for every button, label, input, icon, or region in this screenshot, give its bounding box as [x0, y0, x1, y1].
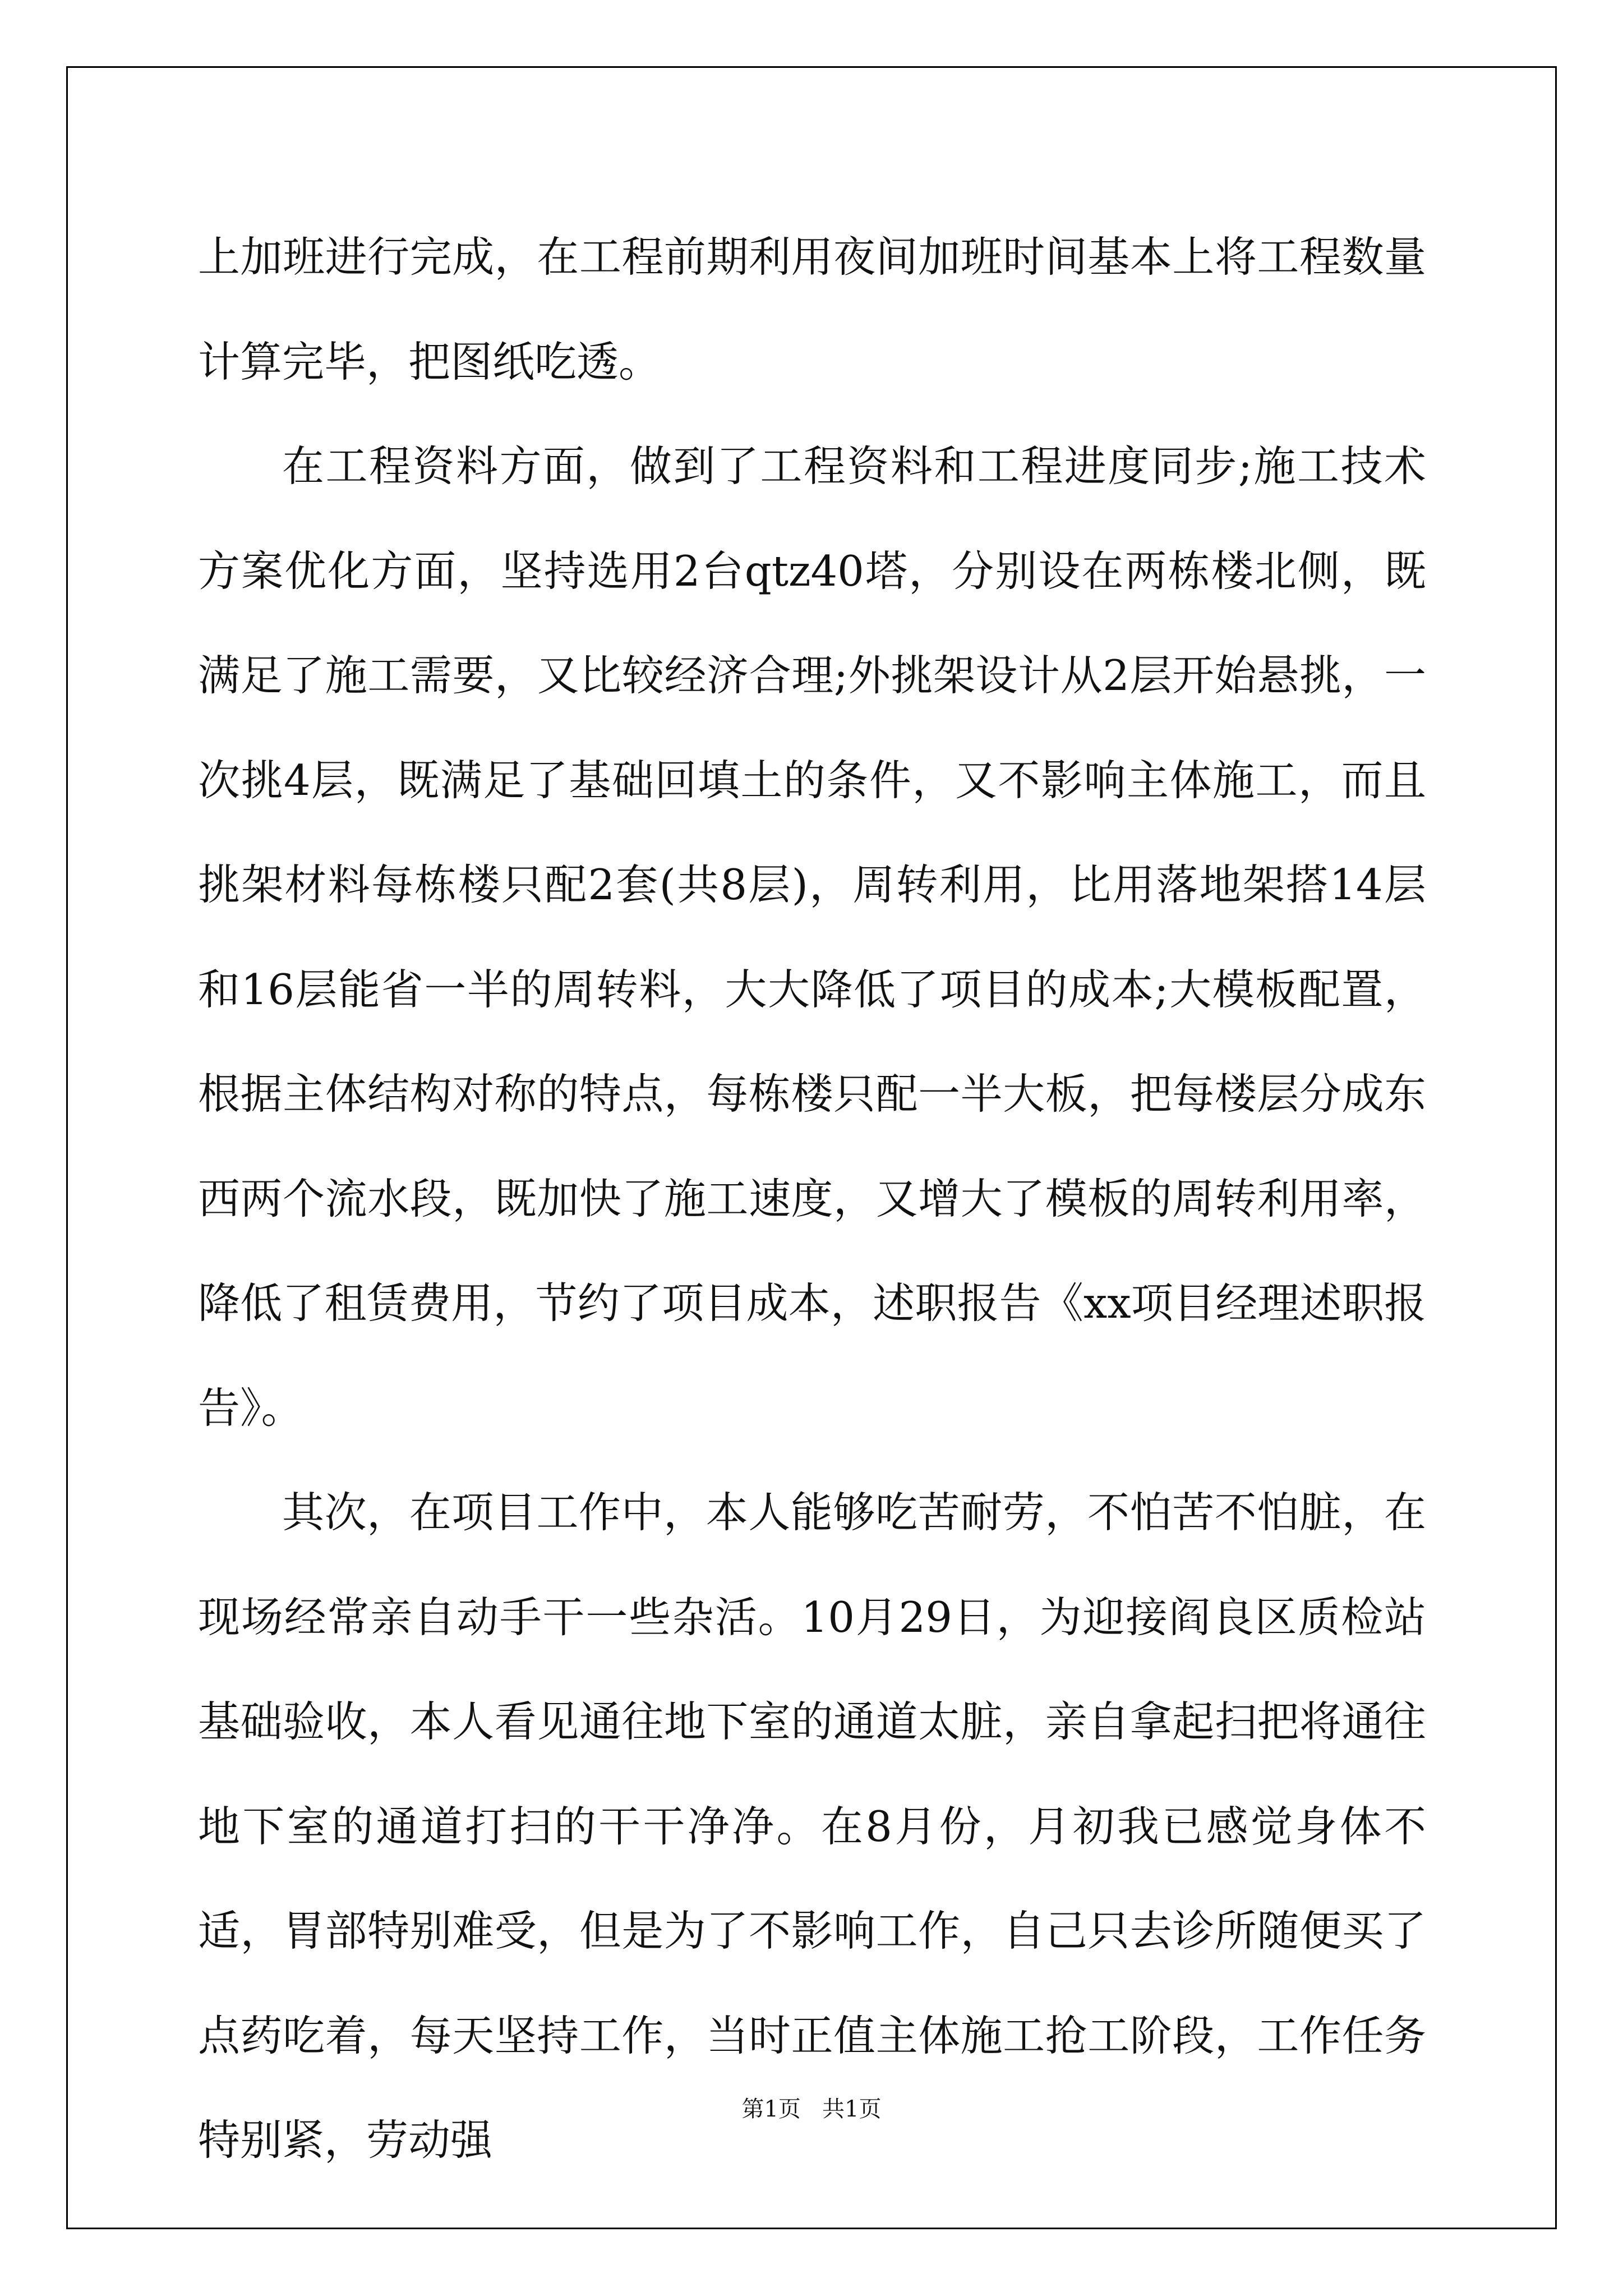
page-number-footer: 第1页 共1页 — [741, 2096, 882, 2122]
paragraph-3: 其次，在项目工作中，本人能够吃苦耐劳，不怕苦不怕脏，在现场经常亲自动手干一些杂活。10月29日，为迎接阎良区质检站基础验收，本人看见通往地下室的通道太脏，亲自拿起扫把将通往地下室的通道打扫的干干净净。在8月份，月初我已感觉身体不适，胃部特别难受，但是为了不影响工作，自己只去诊所随便买了点药吃着，每天坚持工作，当时正值主体施工抢工阶段，工作任务特别紧，劳动强 — [198, 1488, 1426, 2165]
paragraph-1: 上加班进行完成，在工程前期利用夜间加班时间基本上将工程数量计算完毕，把图纸吃透。 — [198, 232, 1426, 386]
paragraph-2: 在工程资料方面，做到了工程资料和工程进度同步;施工技术方案优化方面，坚持选用2台qtz40塔，分别设在两栋楼北侧，既满足了施工需要，又比较经济合理;外挑架设计从2层开始悬挑，一次挑4层，既满足了基础回填土的条件，又不影响主体施工，而且挑架材料每栋楼只配2套(共8层)，周转利用，比用落地架搭14层和16层能省一半的周转料，大大降低了项目的成本;大模板配置，根据主体结构对称的特点，每栋楼只配一半大板，把每楼层分成东西两个流水段，既加快了施工速度，又增大了模板的周转利用率，降低了租赁费用，节约了项目成本，述职报告《xx项目经理述职报告》。 — [198, 441, 1426, 1433]
document-body — [198, 205, 1426, 2193]
